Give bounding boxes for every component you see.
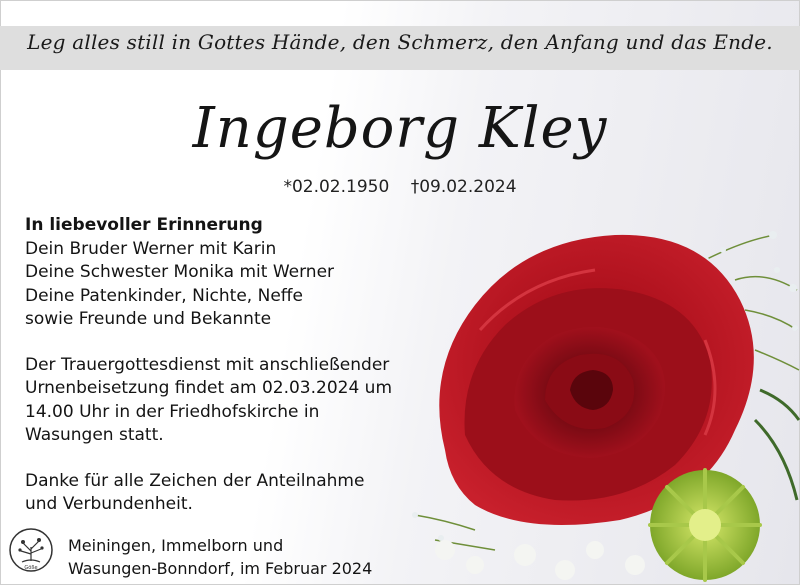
deceased-name: Ingeborg Kley xyxy=(192,96,608,161)
logo-text: Göße xyxy=(24,565,38,571)
service-line: Urnenbeisetzung findet am 02.03.2024 um xyxy=(25,378,393,398)
footer-place-date xyxy=(68,534,372,580)
thanks-line: Danke für alle Zeichen der Anteilnahme xyxy=(25,470,365,491)
mourners-heading: In liebevoller Erinnerung xyxy=(25,215,263,235)
birth-date: *02.02.1950 xyxy=(283,177,390,197)
service-line: Wasungen statt. xyxy=(25,425,164,445)
tree-logo-icon xyxy=(8,527,54,573)
mourner-line: Deine Schwester Monika mit Werner xyxy=(25,262,335,282)
service-line: 14.00 Uhr in der Friedhofskirche in xyxy=(25,401,320,422)
footer-line: Meiningen, Immelborn und xyxy=(68,536,284,555)
life-dates xyxy=(0,177,800,197)
mourner-line: Deine Patenkinder, Nichte, Neffe xyxy=(25,285,303,306)
mourner-line: sowie Freunde und Bekannte xyxy=(25,309,272,329)
service-line: Der Trauergottesdienst mit anschließender xyxy=(25,354,390,375)
verse-text: Leg alles still in Gottes Hände, den Schmerz, den Anfang und das Ende. xyxy=(27,30,773,54)
footer-line: Wasungen-Bonndorf, im Februar 2024 xyxy=(68,559,373,578)
thanks-line: und Verbundenheit. xyxy=(25,494,193,514)
obituary-body xyxy=(25,214,465,517)
mourner-line: Dein Bruder Werner mit Karin xyxy=(25,238,277,259)
death-date: †09.02.2024 xyxy=(410,177,517,197)
